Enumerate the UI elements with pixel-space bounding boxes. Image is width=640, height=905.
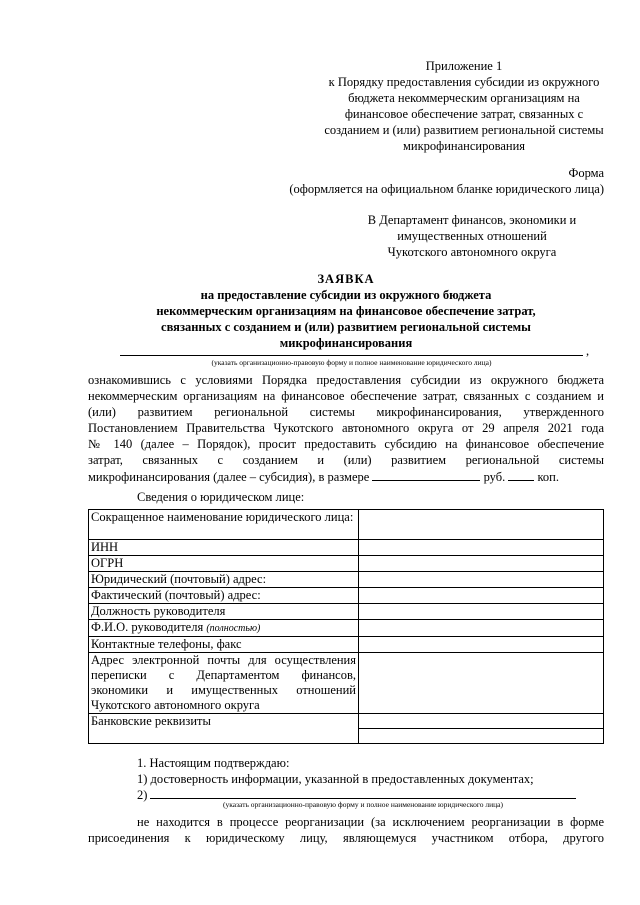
title-line: микрофинансирования (279, 336, 413, 350)
amount-rub-field[interactable] (372, 468, 480, 481)
row-label: Юридический (почтовый) адрес: (89, 572, 359, 588)
confirm-item-2-caption: (указать организационно-правовую форму и полное наименование юридического лица) (222, 800, 503, 809)
body-line: ознакомившись с условиями Порядка предоставления субсидии из окружного бюджета (88, 373, 604, 387)
order-line: финансовое обеспечение затрат, связанных с (344, 107, 584, 121)
body-line: Постановлением Правительства Чукотского автономного округа от 29 апреля 2021 года (88, 421, 604, 435)
title-main: ЗАЯВКА (317, 272, 375, 286)
table-row (89, 572, 604, 588)
row-value-field[interactable] (359, 588, 604, 604)
row-label: Должность руководителя (89, 604, 359, 620)
rub-label: руб. (483, 470, 506, 484)
applicant-comma: , (586, 344, 590, 358)
table-row (89, 653, 604, 714)
row-value-field[interactable] (359, 572, 604, 588)
confirm-item-1-1: 1) достоверность информации, указанной в предоставленных документах; (137, 772, 534, 786)
row-value-field[interactable] (359, 510, 604, 540)
table-row (89, 604, 604, 620)
row-value-field[interactable] (359, 637, 604, 653)
amount-kop-field[interactable] (508, 468, 534, 481)
title-line: связанных с созданием и (или) развитием региональной системы (161, 320, 531, 334)
row-value-field[interactable] (359, 556, 604, 572)
row-label: ИНН (89, 540, 359, 556)
body-line: затрат, связанных с созданием и (или) развитием региональной системы (88, 453, 604, 467)
form-note: (оформляется на официальном бланке юридического лица) (289, 182, 604, 196)
body-paragraph (88, 372, 604, 485)
table-row (89, 714, 604, 744)
row-label: Адрес электронной почты для осуществления переписки с Департаментом финансов, экономики и имущественных отношений Чукотского автономного округа (89, 653, 359, 714)
table-row (89, 510, 604, 540)
appendix-title: Приложение 1 (425, 59, 503, 73)
form-label: Форма (568, 166, 604, 180)
addressee-line: имущественных отношений (397, 229, 547, 243)
addressee-line: Чукотского автономного округа (387, 245, 557, 259)
title-line: некоммерческим организациям на финансовое обеспечение затрат, (156, 304, 536, 318)
row-value-field[interactable] (359, 620, 604, 637)
confirm-item-2-number: 2) (137, 788, 148, 802)
row-label: Фактический (почтовый) адрес: (89, 588, 359, 604)
row-label: Контактные телефоны, факс (89, 637, 359, 653)
row-label: ОГРН (89, 556, 359, 572)
table-row (89, 556, 604, 572)
body-last-line (88, 468, 604, 485)
row-value-field[interactable] (359, 540, 604, 556)
addressee-line: В Департамент финансов, экономики и (367, 213, 577, 227)
tail-line: не находится в процессе реорганизации (за исключением реорганизации в форме (137, 815, 604, 829)
info-heading: Сведения о юридическом лице: (137, 490, 305, 504)
body-line: № 140 (далее – Порядок), просит предоставить субсидию на финансовое обеспечение (88, 437, 604, 451)
body-line: (или) развитием региональной системы микрофинансирования, утвержденного (88, 405, 604, 419)
tail-line: присоединения к юридическому лицу, являющемуся участником отбора, другого (88, 831, 604, 845)
order-line: микрофинансирования (402, 139, 526, 153)
row-note: (полностью) (206, 623, 261, 634)
appendix-block (300, 58, 628, 154)
table-row (89, 540, 604, 556)
applicant-name-field[interactable] (120, 355, 583, 356)
legal-entity-info-table (88, 509, 604, 744)
body-line: некоммерческим организациям на финансовое обеспечение затрат, связанных с созданием и (88, 389, 604, 403)
addressee-block (340, 212, 604, 260)
title-line: на предоставление субсидии из окружного бюджета (200, 288, 492, 302)
row-label: Сокращенное наименование юридического лица: (89, 510, 359, 540)
body-line-text: микрофинансирования (далее – субсидия), в размере (88, 470, 370, 484)
order-line: к Порядку предоставления субсидии из окружного (328, 75, 600, 89)
order-line: созданием и (или) развитием региональной системы (324, 123, 604, 137)
row-label: Банковские реквизиты (89, 714, 359, 744)
bank-details-field[interactable] (359, 714, 604, 744)
table-row (89, 620, 604, 637)
document-title (88, 271, 604, 351)
order-line: бюджета некоммерческим организациям на (348, 91, 580, 105)
table-row (89, 637, 604, 653)
row-value-field[interactable] (359, 604, 604, 620)
row-value-field[interactable] (359, 653, 604, 714)
confirm-org-name-field[interactable] (150, 798, 576, 799)
applicant-caption: (указать организационно-правовую форму и полное наименование юридического лица) (211, 358, 492, 367)
kop-label: коп. (537, 470, 559, 484)
table-row (89, 588, 604, 604)
row-label: Ф.И.О. руководителя (полностью) (89, 620, 359, 637)
confirm-item-1: 1. Настоящим подтверждаю: (137, 756, 290, 770)
